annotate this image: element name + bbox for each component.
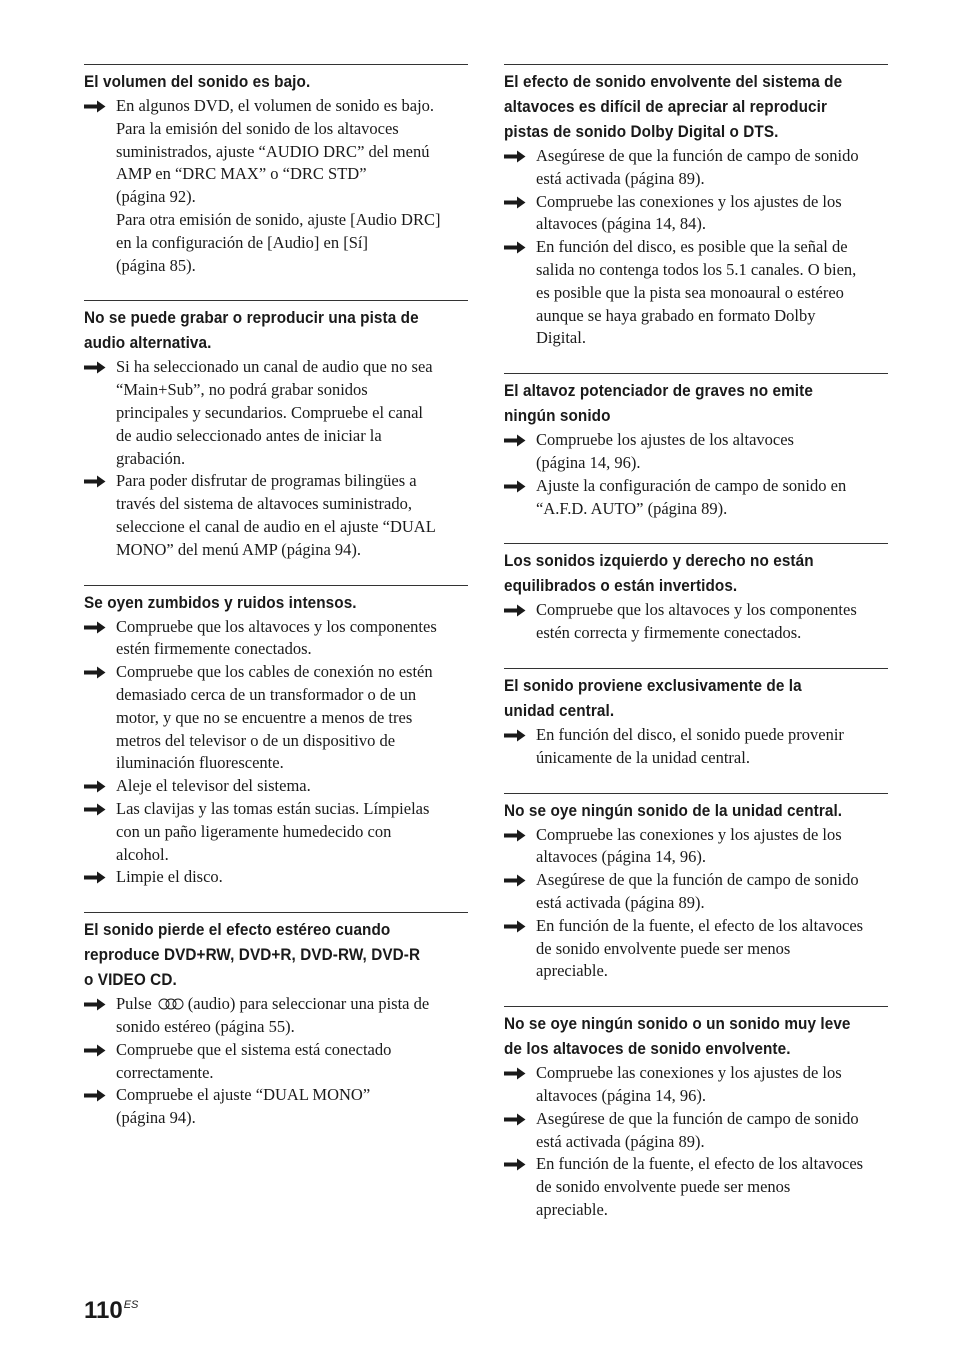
right-arrow-icon	[504, 434, 526, 447]
troubleshooting-section	[504, 668, 888, 770]
troubleshooting-section	[504, 373, 888, 520]
item-line: estén firmemente conectados.	[116, 639, 312, 659]
heading-line: Se oyen zumbidos y ruidos intensos.	[84, 592, 357, 612]
item-line: través del sistema de altavoces suministrado,	[116, 494, 413, 514]
right-arrow-icon	[504, 1158, 526, 1171]
list-item	[84, 798, 468, 866]
right-arrow-icon	[84, 998, 106, 1011]
item-line: Compruebe las conexiones y los ajustes de los	[536, 191, 842, 211]
item-line: altavoces (página 14, 96).	[536, 1085, 706, 1105]
item-line: Aleje el televisor del sistema.	[116, 776, 311, 796]
item-line: Compruebe que los altavoces y los componentes	[116, 616, 437, 636]
right-arrow-icon	[504, 604, 526, 617]
item-line: (página 85).	[116, 255, 196, 275]
item-line: Asegúrese de que la función de campo de sonido	[536, 1108, 859, 1128]
item-line: Compruebe que los cables de conexión no estén	[116, 662, 433, 682]
item-line: está activada (página 89).	[536, 168, 705, 188]
heading-line: El efecto de sonido envolvente del sistema de	[504, 72, 843, 91]
list-item	[504, 724, 888, 770]
troubleshooting-section	[84, 64, 468, 277]
item-line: (página 94).	[116, 1108, 196, 1128]
item-line: En función del disco, el sonido puede provenir	[536, 724, 844, 744]
right-arrow-icon	[504, 150, 526, 163]
item-line: de sonido envolvente puede ser menos	[536, 938, 791, 958]
troubleshooting-section	[84, 300, 468, 561]
item-line: está activada (página 89).	[536, 892, 705, 912]
item-text: (audio) para seleccionar una pista de	[187, 994, 430, 1014]
item-line: Compruebe que el sistema está conectado	[116, 1039, 392, 1059]
heading-line: unidad central.	[504, 700, 615, 720]
item-line: está activada (página 89).	[536, 1131, 705, 1151]
list-item	[504, 1153, 888, 1221]
right-arrow-icon	[84, 803, 106, 816]
item-line: Compruebe las conexiones y los ajustes de los	[536, 824, 842, 844]
page-number	[84, 1297, 138, 1325]
troubleshooting-section	[84, 912, 468, 1130]
right-arrow-icon	[504, 920, 526, 933]
item-line: salida no contenga todos los 5.1 canales. O bien,	[536, 259, 857, 279]
item-line: altavoces (página 14, 96).	[536, 847, 706, 867]
item-line: demasiado cerca de un transformador o de un	[116, 684, 417, 704]
item-line: iluminación fluorescente.	[116, 753, 284, 773]
list-item	[84, 356, 468, 470]
item-line: AMP en “DRC MAX” o “DRC STD”	[116, 164, 367, 184]
troubleshooting-section	[504, 1006, 888, 1222]
list-item	[84, 866, 468, 889]
right-arrow-icon	[504, 196, 526, 209]
right-arrow-icon	[84, 1089, 106, 1102]
heading-line: equilibrados o están invertidos.	[504, 576, 738, 596]
heading-line: audio alternativa.	[84, 333, 212, 353]
right-column	[504, 64, 888, 1245]
heading-line: altavoces es difícil de apreciar al reproducir	[504, 97, 828, 116]
heading-line: No se oye ningún sonido de la unidad central.	[504, 800, 843, 820]
heading-line: No se oye ningún sonido o un sonido muy leve	[504, 1014, 851, 1034]
right-arrow-icon	[84, 475, 106, 488]
right-arrow-icon	[84, 666, 106, 679]
item-line: principales y secundarios. Compruebe el canal	[116, 402, 423, 422]
item-line: con un paño ligeramente humedecido con	[116, 821, 392, 841]
section-heading	[84, 305, 468, 355]
right-arrow-icon	[504, 874, 526, 887]
list-item	[504, 869, 888, 915]
item-line: MONO” del menú AMP (página 94).	[116, 539, 362, 559]
heading-line: o VIDEO CD.	[84, 970, 177, 990]
item-line: Si ha seleccionado un canal de audio que no sea	[116, 357, 433, 377]
section-heading	[84, 917, 468, 992]
list-item	[84, 1084, 468, 1130]
item-line: (página 92).	[116, 187, 196, 207]
item-line: suministrados, ajuste “AUDIO DRC” del menú	[116, 141, 430, 161]
item-line: Para otra emisión de sonido, ajuste [Audio DRC]	[116, 209, 441, 229]
item-line: Compruebe el ajuste “DUAL MONO”	[116, 1085, 371, 1105]
item-line: Para la emisión del sonido de los altavoces	[116, 118, 399, 138]
heading-line: No se puede grabar o reproducir una pista de	[84, 308, 419, 328]
item-line	[116, 993, 468, 1016]
heading-line: de los altavoces de sonido envolvente.	[504, 1039, 791, 1059]
list-item	[84, 470, 468, 561]
troubleshooting-section	[504, 543, 888, 645]
item-line: es posible que la pista sea monoaural o estéreo	[536, 282, 844, 302]
item-line: Para poder disfrutar de programas bilingües a	[116, 471, 417, 491]
page-number-value: 110	[84, 1297, 123, 1324]
item-line: Compruebe los ajustes de los altavoces	[536, 430, 794, 450]
list-item	[504, 915, 888, 983]
item-line: Las clavijas y las tomas están sucias. Límpielas	[116, 798, 430, 818]
item-line: aunque se haya grabado en formato Dolby	[536, 305, 816, 325]
list-item	[504, 145, 888, 191]
section-heading	[504, 378, 888, 428]
item-line: Limpie el disco.	[116, 867, 223, 887]
item-line: seleccione el canal de audio en el ajuste “DUAL	[116, 516, 436, 536]
item-line: Ajuste la configuración de campo de sonido en	[536, 475, 847, 495]
section-heading	[504, 798, 888, 823]
item-line: Asegúrese de que la función de campo de sonido	[536, 870, 859, 890]
right-arrow-icon	[84, 871, 106, 884]
list-item	[504, 599, 888, 645]
list-item	[84, 993, 468, 1039]
item-line: metros del televisor o de un dispositivo de	[116, 730, 396, 750]
list-item	[84, 1039, 468, 1085]
page-number-suffix: ES	[123, 1299, 139, 1311]
right-arrow-icon	[504, 480, 526, 493]
left-column	[84, 64, 468, 1153]
list-item	[504, 191, 888, 237]
section-heading	[84, 69, 468, 94]
item-line: en la configuración de [Audio] en [Sí]	[116, 232, 368, 252]
item-line: alcohol.	[116, 844, 169, 864]
item-text: Pulse	[116, 994, 152, 1014]
right-arrow-icon	[504, 1067, 526, 1080]
heading-line: El sonido proviene exclusivamente de la	[504, 675, 802, 695]
right-arrow-icon	[84, 1044, 106, 1057]
item-line: apreciable.	[536, 961, 608, 981]
list-item	[84, 95, 468, 277]
item-line: Asegúrese de que la función de campo de sonido	[536, 146, 859, 165]
right-arrow-icon	[504, 241, 526, 254]
right-arrow-icon	[84, 621, 106, 634]
list-item	[504, 236, 888, 350]
heading-line: pistas de sonido Dolby Digital o DTS.	[504, 122, 779, 141]
item-line: apreciable.	[536, 1199, 608, 1219]
right-arrow-icon	[84, 100, 106, 113]
section-heading	[504, 69, 888, 144]
section-heading	[504, 673, 888, 723]
troubleshooting-section	[504, 793, 888, 984]
item-line: Compruebe que los altavoces y los componentes	[536, 600, 857, 620]
section-heading	[504, 1011, 888, 1061]
item-line: Digital.	[536, 328, 586, 348]
troubleshooting-section	[504, 64, 888, 350]
list-item	[84, 775, 468, 798]
heading-line: reproduce DVD+RW, DVD+R, DVD-RW, DVD-R	[84, 945, 421, 965]
right-arrow-icon	[504, 729, 526, 742]
audio-button-icon	[158, 998, 184, 1010]
list-item	[504, 429, 888, 475]
item-line: En función del disco, es posible que la señal de	[536, 237, 848, 257]
item-line: de audio seleccionado antes de iniciar la	[116, 425, 382, 445]
item-line: únicamente de la unidad central.	[536, 747, 750, 767]
item-line: “A.F.D. AUTO” (página 89).	[536, 498, 728, 518]
item-line: Compruebe las conexiones y los ajustes de los	[536, 1063, 842, 1083]
list-item	[84, 661, 468, 775]
list-item	[504, 475, 888, 521]
list-item	[84, 616, 468, 662]
heading-line: El sonido pierde el efecto estéreo cuando	[84, 920, 391, 940]
item-line: altavoces (página 14, 84).	[536, 214, 706, 234]
list-item	[504, 824, 888, 870]
item-line: motor, y que no se encuentre a menos de tres	[116, 707, 413, 727]
item-line: (página 14, 96).	[536, 452, 641, 472]
heading-line: El volumen del sonido es bajo.	[84, 72, 311, 91]
list-item	[504, 1108, 888, 1154]
heading-line: Los sonidos izquierdo y derecho no están	[504, 551, 814, 571]
item-line: grabación.	[116, 448, 186, 468]
item-line: En algunos DVD, el volumen de sonido es bajo.	[116, 96, 435, 115]
item-line: En función de la fuente, el efecto de los altavoces	[536, 1154, 864, 1174]
troubleshooting-section	[84, 585, 468, 890]
right-arrow-icon	[84, 780, 106, 793]
right-arrow-icon	[504, 829, 526, 842]
list-item	[504, 1062, 888, 1108]
item-line: “Main+Sub”, no podrá grabar sonidos	[116, 380, 368, 400]
item-line: sonido estéreo (página 55).	[116, 1016, 295, 1036]
item-line: de sonido envolvente puede ser menos	[536, 1177, 791, 1197]
right-arrow-icon	[84, 361, 106, 374]
item-line: En función de la fuente, el efecto de los altavoces	[536, 915, 864, 935]
right-arrow-icon	[504, 1113, 526, 1126]
item-line: estén correcta y firmemente conectados.	[536, 623, 802, 643]
section-heading	[84, 590, 468, 615]
item-line: correctamente.	[116, 1062, 214, 1082]
section-heading	[504, 548, 888, 598]
heading-line: ningún sonido	[504, 406, 611, 426]
heading-line: El altavoz potenciador de graves no emite	[504, 381, 813, 401]
